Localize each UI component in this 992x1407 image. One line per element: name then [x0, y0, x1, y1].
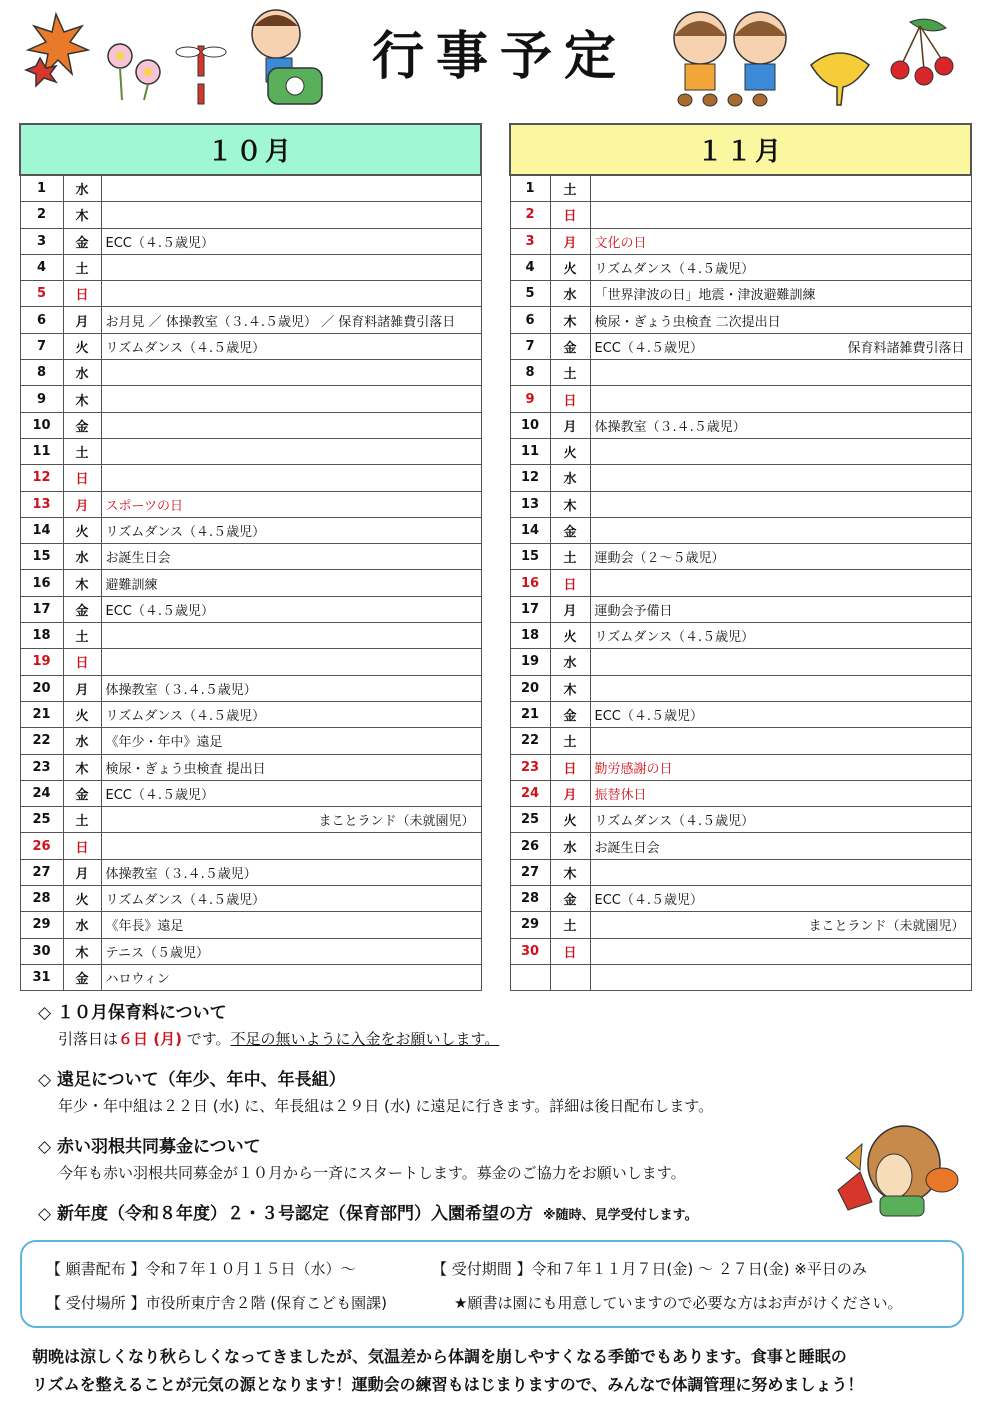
event-cell	[590, 517, 971, 543]
calendar-row	[510, 912, 971, 938]
calendar-row	[510, 938, 971, 964]
weekday-cell: 火	[550, 807, 590, 833]
date-cell: 4	[20, 254, 63, 280]
event-text-right: まことランド（未就園児）	[318, 814, 475, 830]
distribution-info: 【 願書配布 】令和７年１０月１５日（水）～	[46, 1260, 356, 1278]
october-calendar	[19, 123, 482, 991]
event-cell	[101, 833, 481, 859]
date-cell: 28	[20, 886, 63, 912]
admission-info-box	[20, 1240, 964, 1328]
weekday-cell: 土	[550, 544, 590, 570]
calendar-row	[20, 964, 481, 990]
calendar-row	[20, 938, 481, 964]
admission-heading	[38, 1201, 958, 1229]
weekday-cell: 火	[63, 517, 101, 543]
calendar-row	[510, 570, 971, 596]
feather-heading: ◇ 赤い羽根共同募金について	[38, 1137, 261, 1157]
weekday-cell: 金	[550, 517, 590, 543]
calendar-row	[20, 254, 481, 280]
event-cell	[590, 938, 971, 964]
calendar-row	[20, 701, 481, 727]
weekday-cell: 土	[550, 728, 590, 754]
calendar-row	[20, 281, 481, 307]
weekday-cell: 月	[63, 675, 101, 701]
calendar-row	[510, 886, 971, 912]
date-cell: 27	[20, 859, 63, 885]
calendar-row	[510, 964, 971, 990]
admission-note: ※随時、見学受付します。	[543, 1208, 698, 1223]
cherries-illustration	[880, 14, 960, 94]
weekday-cell: 水	[63, 912, 101, 938]
calendar-row	[510, 675, 971, 701]
event-text-right: 保育料諸雑費引落日	[847, 340, 965, 356]
calendar-row	[510, 386, 971, 412]
event-cell: 振替休日	[590, 780, 971, 806]
weekday-cell	[550, 964, 590, 990]
calendar-row	[510, 728, 971, 754]
place-info: 【 受付場所 】市役所東庁舎２階 (保育こども園課)	[46, 1294, 388, 1312]
calendar-row	[20, 623, 481, 649]
event-cell: 勤労感謝の日	[590, 754, 971, 780]
weekday-cell: 日	[63, 833, 101, 859]
event-cell	[590, 202, 971, 228]
weekday-cell: 水	[550, 281, 590, 307]
closing-line-1: 朝晩は涼しくなり秋らしくなってきましたが、気温差から体調を崩しやすくなる季節でもあります。食事と睡眠の	[32, 1347, 847, 1366]
event-cell: 運動会予備日	[590, 596, 971, 622]
calendar-row	[20, 570, 481, 596]
event-cell: ECC（４.５歳児）	[101, 228, 481, 254]
fee-text	[58, 1026, 958, 1052]
calendar-row	[20, 675, 481, 701]
calendar-row	[20, 912, 481, 938]
weekday-cell: 水	[63, 728, 101, 754]
weekday-cell: 金	[550, 333, 590, 359]
weekday-cell: 日	[550, 386, 590, 412]
date-cell: 14	[510, 517, 550, 543]
date-cell: 22	[510, 728, 550, 754]
event-cell: リズムダンス（４.５歳児）	[101, 701, 481, 727]
event-cell: 「世界津波の日」地震・津波避難訓練	[590, 281, 971, 307]
event-cell	[101, 281, 481, 307]
event-cell: ECC（４.５歳児）	[101, 780, 481, 806]
calendar-row	[20, 175, 481, 202]
calendar-row	[20, 438, 481, 464]
fee-heading: ◇ １０月保育料について	[38, 1003, 227, 1023]
weekday-cell: 火	[63, 886, 101, 912]
november-header: １１月	[510, 124, 971, 175]
event-cell: 体操教室（３.４.５歳児）	[101, 859, 481, 885]
event-cell: 体操教室（３.４.５歳児）	[101, 675, 481, 701]
weekday-cell: 日	[63, 465, 101, 491]
calendar-row	[20, 412, 481, 438]
weekday-cell: 土	[63, 807, 101, 833]
calendar-row	[20, 780, 481, 806]
admission-heading-text: ◇ 新年度（令和８年度）２・３号認定（保育部門）入園希望の方	[38, 1204, 533, 1224]
weekday-cell: 水	[63, 544, 101, 570]
event-cell	[101, 254, 481, 280]
weekday-cell: 火	[550, 623, 590, 649]
event-cell	[590, 465, 971, 491]
calendar-row	[510, 360, 971, 386]
weekday-cell: 木	[63, 754, 101, 780]
date-cell: 2	[510, 202, 550, 228]
event-cell	[101, 623, 481, 649]
date-cell: 25	[510, 807, 550, 833]
event-cell: 検尿・ぎょう虫検査 提出日	[101, 754, 481, 780]
event-cell: リズムダンス（４.５歳児）	[590, 623, 971, 649]
event-cell	[590, 386, 971, 412]
calendar-row	[20, 544, 481, 570]
fee-text-a: 引落日は	[58, 1030, 119, 1048]
date-cell: 7	[510, 333, 550, 359]
event-cell: お誕生日会	[101, 544, 481, 570]
weekday-cell: 金	[550, 886, 590, 912]
date-cell: 31	[20, 964, 63, 990]
calendar-row	[20, 228, 481, 254]
date-cell: 6	[510, 307, 550, 333]
calendar-row	[510, 202, 971, 228]
event-cell: 運動会（２～５歳児）	[590, 544, 971, 570]
calendar-row	[20, 596, 481, 622]
date-cell: 10	[510, 412, 550, 438]
calendar-row	[20, 859, 481, 885]
calendar-row	[20, 386, 481, 412]
event-cell: リズムダンス（４.５歳児）	[590, 254, 971, 280]
date-cell: 20	[20, 675, 63, 701]
ginkgo-leaf-illustration	[805, 45, 875, 107]
weekday-cell: 月	[550, 412, 590, 438]
date-cell: 1	[510, 175, 550, 202]
calendar-row	[20, 728, 481, 754]
date-cell: 9	[510, 386, 550, 412]
weekday-cell: 火	[63, 333, 101, 359]
event-cell: リズムダンス（４.５歳児）	[101, 886, 481, 912]
calendar-row	[20, 202, 481, 228]
date-cell: 13	[510, 491, 550, 517]
calendar-row	[20, 517, 481, 543]
event-cell: ハロウィン	[101, 964, 481, 990]
event-cell	[590, 964, 971, 990]
october-header: １０月	[20, 124, 481, 175]
event-cell	[590, 912, 971, 938]
date-cell: 24	[20, 780, 63, 806]
weekday-cell: 月	[63, 491, 101, 517]
dragonfly-illustration	[172, 38, 232, 108]
date-cell: 11	[20, 438, 63, 464]
calendar-row	[510, 281, 971, 307]
event-cell	[590, 649, 971, 675]
weekday-cell: 木	[550, 675, 590, 701]
calendar-row	[510, 438, 971, 464]
calendar-row	[510, 307, 971, 333]
event-cell	[101, 438, 481, 464]
weekday-cell: 日	[63, 649, 101, 675]
calendar-row	[20, 886, 481, 912]
date-cell: 29	[510, 912, 550, 938]
calendar-row	[20, 807, 481, 833]
event-cell: リズムダンス（４.５歳児）	[101, 333, 481, 359]
calendar-row	[20, 491, 481, 517]
closing-line-2: リズムを整えることが元気の源となります！運動会の練習もはじまりますので、みんなで体調管理に努めましょう！	[32, 1375, 864, 1394]
weekday-cell: 土	[63, 623, 101, 649]
date-cell: 4	[510, 254, 550, 280]
date-cell: 22	[20, 728, 63, 754]
calendar-row	[20, 649, 481, 675]
page-title: 行事予定	[371, 27, 628, 87]
calendar-row	[510, 807, 971, 833]
calendar-row	[20, 833, 481, 859]
event-cell	[101, 412, 481, 438]
weekday-cell: 水	[550, 649, 590, 675]
date-cell: 16	[20, 570, 63, 596]
calendar-row	[510, 649, 971, 675]
date-cell: 25	[20, 807, 63, 833]
date-cell: 16	[510, 570, 550, 596]
date-cell: 15	[510, 544, 550, 570]
weekday-cell: 土	[550, 360, 590, 386]
date-cell: 19	[510, 649, 550, 675]
weekday-cell: 木	[63, 202, 101, 228]
calendar-row	[510, 175, 971, 202]
date-cell: 20	[510, 675, 550, 701]
date-cell: 10	[20, 412, 63, 438]
calendar-row	[20, 360, 481, 386]
weekday-cell: 水	[63, 175, 101, 202]
period-info: 【 受付期間 】令和７年１１月７日(金) ～ ２７日(金) ※平日のみ	[432, 1260, 867, 1278]
date-cell: 8	[510, 360, 550, 386]
calendar-row	[20, 307, 481, 333]
calendar-row	[510, 254, 971, 280]
date-cell: 27	[510, 859, 550, 885]
date-cell: 9	[20, 386, 63, 412]
weekday-cell: 水	[63, 360, 101, 386]
excursion-text: 年少・年中組は２２日 (水) に、年長組は２９日 (水) に遠足に行きます。詳細は後日配布します。	[58, 1097, 714, 1115]
date-cell: 30	[20, 938, 63, 964]
date-cell: 17	[510, 596, 550, 622]
fee-date: ６日 (月)	[118, 1030, 182, 1048]
event-cell	[590, 360, 971, 386]
date-cell: 17	[20, 596, 63, 622]
weekday-cell: 水	[550, 833, 590, 859]
date-cell: 14	[20, 517, 63, 543]
event-cell	[101, 649, 481, 675]
date-cell: 6	[20, 307, 63, 333]
date-cell: 1	[20, 175, 63, 202]
weekday-cell: 金	[63, 412, 101, 438]
event-cell	[590, 728, 971, 754]
event-cell	[590, 438, 971, 464]
weekday-cell: 日	[63, 281, 101, 307]
calendar-row	[510, 465, 971, 491]
event-cell: 検尿・ぎょう虫検査 二次提出日	[590, 307, 971, 333]
date-cell: 24	[510, 780, 550, 806]
event-cell	[590, 859, 971, 885]
calendar-row	[510, 833, 971, 859]
weekday-cell: 土	[63, 438, 101, 464]
date-cell: 13	[20, 491, 63, 517]
weekday-cell: 金	[63, 964, 101, 990]
date-cell: 18	[20, 623, 63, 649]
weekday-cell: 日	[550, 938, 590, 964]
event-cell: ECC（４.５歳児）	[101, 596, 481, 622]
child-with-bag-illustration	[238, 4, 328, 108]
weekday-cell: 月	[550, 780, 590, 806]
event-cell	[101, 202, 481, 228]
weekday-cell: 金	[63, 596, 101, 622]
weekday-cell: 土	[63, 254, 101, 280]
calendar-row	[510, 544, 971, 570]
date-cell: 21	[20, 701, 63, 727]
children-acorns-illustration	[665, 6, 795, 108]
calendar-row	[510, 780, 971, 806]
date-cell: 11	[510, 438, 550, 464]
event-cell: スポーツの日	[101, 491, 481, 517]
date-cell: 7	[20, 333, 63, 359]
calendar-row	[510, 701, 971, 727]
event-cell: テニス（５歳児）	[101, 938, 481, 964]
event-cell	[101, 807, 481, 833]
weekday-cell: 木	[63, 938, 101, 964]
date-cell: 26	[20, 833, 63, 859]
event-cell: ECC（４.５歳児）	[590, 701, 971, 727]
calendar-row	[510, 859, 971, 885]
date-cell: 8	[20, 360, 63, 386]
calendar-row	[510, 623, 971, 649]
event-text-right: まことランド（未就園児）	[808, 919, 965, 935]
event-cell	[101, 465, 481, 491]
event-cell	[590, 675, 971, 701]
weekday-cell: 土	[550, 912, 590, 938]
weekday-cell: 木	[550, 491, 590, 517]
event-cell: リズムダンス（４.５歳児）	[101, 517, 481, 543]
feather-text: 今年も赤い羽根共同募金が１０月から一斉にスタートします。募金のご協力をお願いします。	[58, 1164, 686, 1182]
event-cell: リズムダンス（４.５歳児）	[590, 807, 971, 833]
november-calendar	[509, 123, 972, 991]
weekday-cell: 金	[550, 701, 590, 727]
weekday-cell: 火	[550, 254, 590, 280]
event-cell	[590, 333, 971, 359]
weekday-cell: 月	[63, 859, 101, 885]
weekday-cell: 木	[550, 859, 590, 885]
date-cell: 5	[510, 281, 550, 307]
weekday-cell: 金	[63, 780, 101, 806]
notices-section	[38, 1000, 958, 1229]
date-cell: 3	[20, 228, 63, 254]
event-cell	[590, 570, 971, 596]
cosmos-flowers-illustration	[100, 38, 170, 102]
date-cell: 12	[20, 465, 63, 491]
date-cell: 21	[510, 701, 550, 727]
event-cell	[101, 175, 481, 202]
event-cell	[101, 360, 481, 386]
calendar-row	[510, 517, 971, 543]
weekday-cell: 月	[550, 228, 590, 254]
event-cell	[101, 386, 481, 412]
calendar-row	[510, 412, 971, 438]
weekday-cell: 火	[550, 438, 590, 464]
date-cell	[510, 964, 550, 990]
event-cell: 文化の日	[590, 228, 971, 254]
weekday-cell: 金	[63, 228, 101, 254]
event-cell: 避難訓練	[101, 570, 481, 596]
date-cell: 29	[20, 912, 63, 938]
event-text: ECC（４.５歳児）	[594, 340, 704, 356]
calendar-row	[20, 754, 481, 780]
event-cell: お誕生日会	[590, 833, 971, 859]
calendar-row	[510, 754, 971, 780]
weekday-cell: 月	[63, 307, 101, 333]
date-cell: 19	[20, 649, 63, 675]
event-cell: 体操教室（３.４.５歳児）	[590, 412, 971, 438]
weekday-cell: 木	[63, 570, 101, 596]
weekday-cell: 土	[550, 175, 590, 202]
calendar-row	[510, 333, 971, 359]
excursion-heading: ◇ 遠足について（年少、年中、年長組）	[38, 1070, 346, 1090]
event-cell: お月見 ／ 体操教室（３.４.５歳児） ／ 保育料諸雑費引落日	[101, 307, 481, 333]
weekday-cell: 日	[550, 570, 590, 596]
date-cell: 28	[510, 886, 550, 912]
event-cell	[590, 491, 971, 517]
weekday-cell: 日	[550, 754, 590, 780]
event-cell	[590, 175, 971, 202]
calendar-row	[20, 465, 481, 491]
weekday-cell: 木	[550, 307, 590, 333]
date-cell: 23	[20, 754, 63, 780]
event-cell: ECC（４.５歳児）	[590, 886, 971, 912]
application-notice: ★願書は園にも用意していますので必要な方はお声がけください。	[454, 1294, 903, 1312]
date-cell: 2	[20, 202, 63, 228]
date-cell: 18	[510, 623, 550, 649]
date-cell: 26	[510, 833, 550, 859]
weekday-cell: 水	[550, 465, 590, 491]
date-cell: 12	[510, 465, 550, 491]
autumn-leaves-illustration	[18, 8, 98, 88]
date-cell: 30	[510, 938, 550, 964]
event-cell: 《年長》遠足	[101, 912, 481, 938]
calendar-row	[20, 333, 481, 359]
fee-reminder: 不足の無いように入金をお願いします。	[230, 1030, 500, 1048]
weekday-cell: 火	[63, 701, 101, 727]
date-cell: 15	[20, 544, 63, 570]
date-cell: 5	[20, 281, 63, 307]
calendar-row	[510, 596, 971, 622]
weekday-cell: 月	[550, 596, 590, 622]
date-cell: 3	[510, 228, 550, 254]
closing-message	[32, 1343, 972, 1399]
date-cell: 23	[510, 754, 550, 780]
event-cell: 《年少・年中》遠足	[101, 728, 481, 754]
fee-text-b: です。	[181, 1030, 231, 1048]
weekday-cell: 木	[63, 386, 101, 412]
weekday-cell: 日	[550, 202, 590, 228]
calendar-row	[510, 491, 971, 517]
calendar-row	[510, 228, 971, 254]
